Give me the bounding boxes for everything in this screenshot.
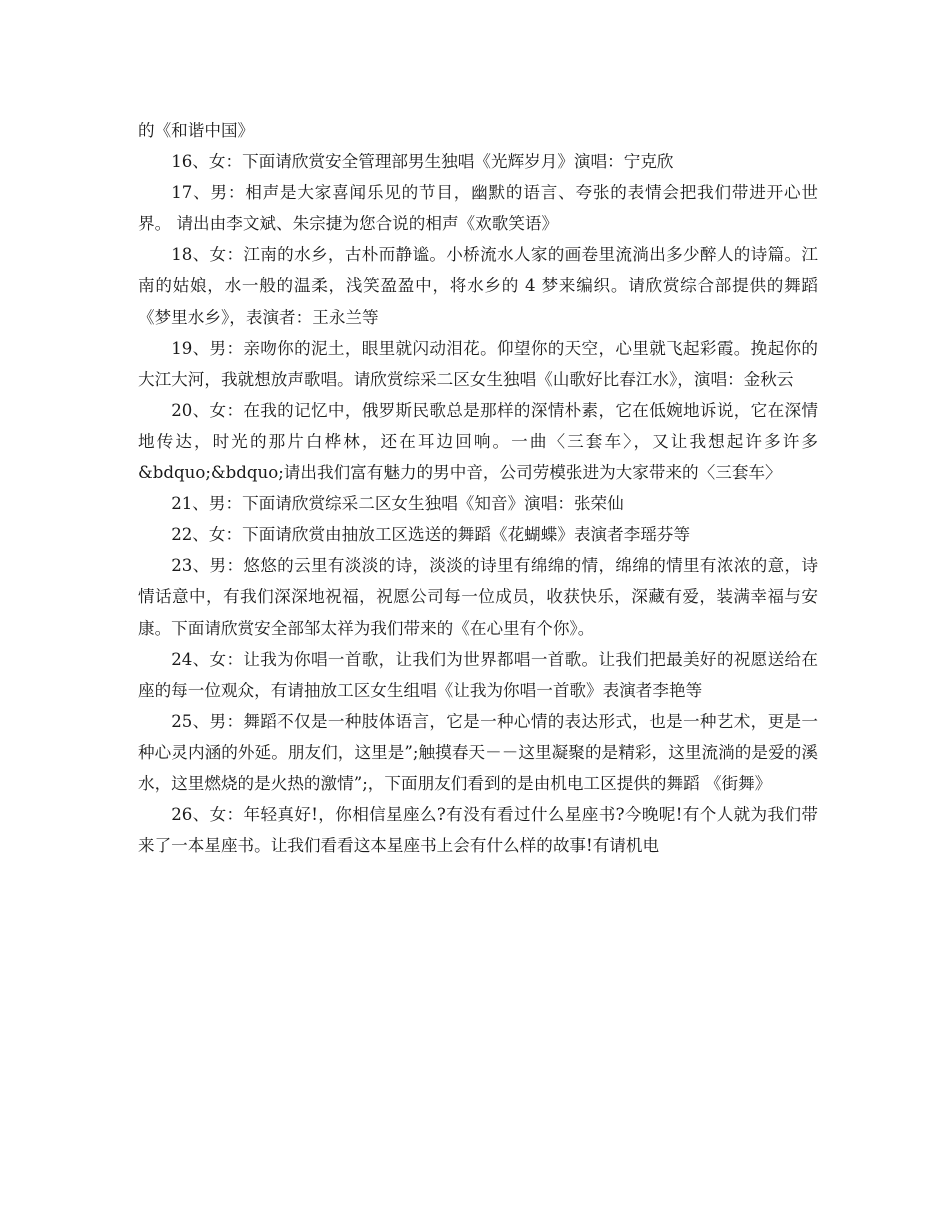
- program-item-19: 19、男：亲吻你的泥土，眼里就闪动泪花。仰望你的天空，心里就飞起彩霞。挽起你的大江大河，我就想放声歌唱。请欣赏综采二区女生独唱《山歌好比春江水》，演唱：金秋云: [138, 338, 818, 389]
- program-item-18: 18、女：江南的水乡，古朴而静谧。小桥流水人家的画卷里流淌出多少醉人的诗篇。江南的姑娘，水一般的温柔，浅笑盈盈中，将水乡的 4 梦来编织。请欣赏综合部提供的舞蹈《梦里水乡》，表演者：王永兰等: [138, 245, 818, 327]
- program-item-24: 24、女：让我为你唱一首歌，让我们为世界都唱一首歌。让我们把最美好的祝愿送给在座的每一位观众，有请抽放工区女生组唱《让我为你唱一首歌》表演者李艳等: [138, 649, 818, 700]
- program-item-17: 17、男：相声是大家喜闻乐见的节目，幽默的语言、夸张的表情会把我们带进开心世界。 请出由李文斌、朱宗捷为您合说的相声《欢歌笑语》: [138, 183, 818, 234]
- program-item-21: 21、男：下面请欣赏综采二区女生独唱《知音》演唱：张荣仙: [171, 494, 624, 514]
- program-item-20: 20、女：在我的记忆中，俄罗斯民歌总是那样的深情朴素，它在低婉地诉说，它在深情地传达，时光的那片白桦林，还在耳边回响。一曲〈三套车〉，又让我想起许多许多&bdquo;&bdquo;请出我们富有魅力的男中音，公司劳模张进为大家带来的〈三套车〉: [138, 400, 818, 483]
- document-page: [138, 115, 818, 861]
- program-item-16: 16、女：下面请欣赏安全管理部男生独唱《光辉岁月》演唱：宁克欣: [171, 152, 674, 172]
- program-item-26: 26、女：年轻真好!，你相信星座么?有没有看过什么星座书?今晚呢!有个人就为我们带来了一本星座书。让我们看看这本星座书上会有什么样的故事!有请机电: [138, 805, 818, 856]
- program-item-23: 23、男：悠悠的云里有淡淡的诗，淡淡的诗里有绵绵的情，绵绵的情里有浓浓的意，诗情话意中，有我们深深地祝福，祝愿公司每一位成员，收获快乐，深藏有爱，装满幸福与安康。下面请欣赏安全部邹太祥为我们带来的《在心里有个你》。: [138, 556, 818, 638]
- program-item-25: 25、男：舞蹈不仅是一种肢体语言，它是一种心情的表达形式，也是一种艺术，更是一种心灵内涵的外延。朋友们，这里是”;触摸春天－－这里凝聚的是精彩，这里流淌的是爱的溪水，这里燃烧的是火热的激情”;，下面朋友们看到的是由机电工区提供的舞蹈 《街舞》: [138, 711, 818, 793]
- program-item-22: 22、女：下面请欣赏由抽放工区选送的舞蹈《花蝴蝶》表演者李瑶芬等: [171, 525, 691, 545]
- paragraph-continuation: 的《和谐中国》: [138, 121, 255, 140]
